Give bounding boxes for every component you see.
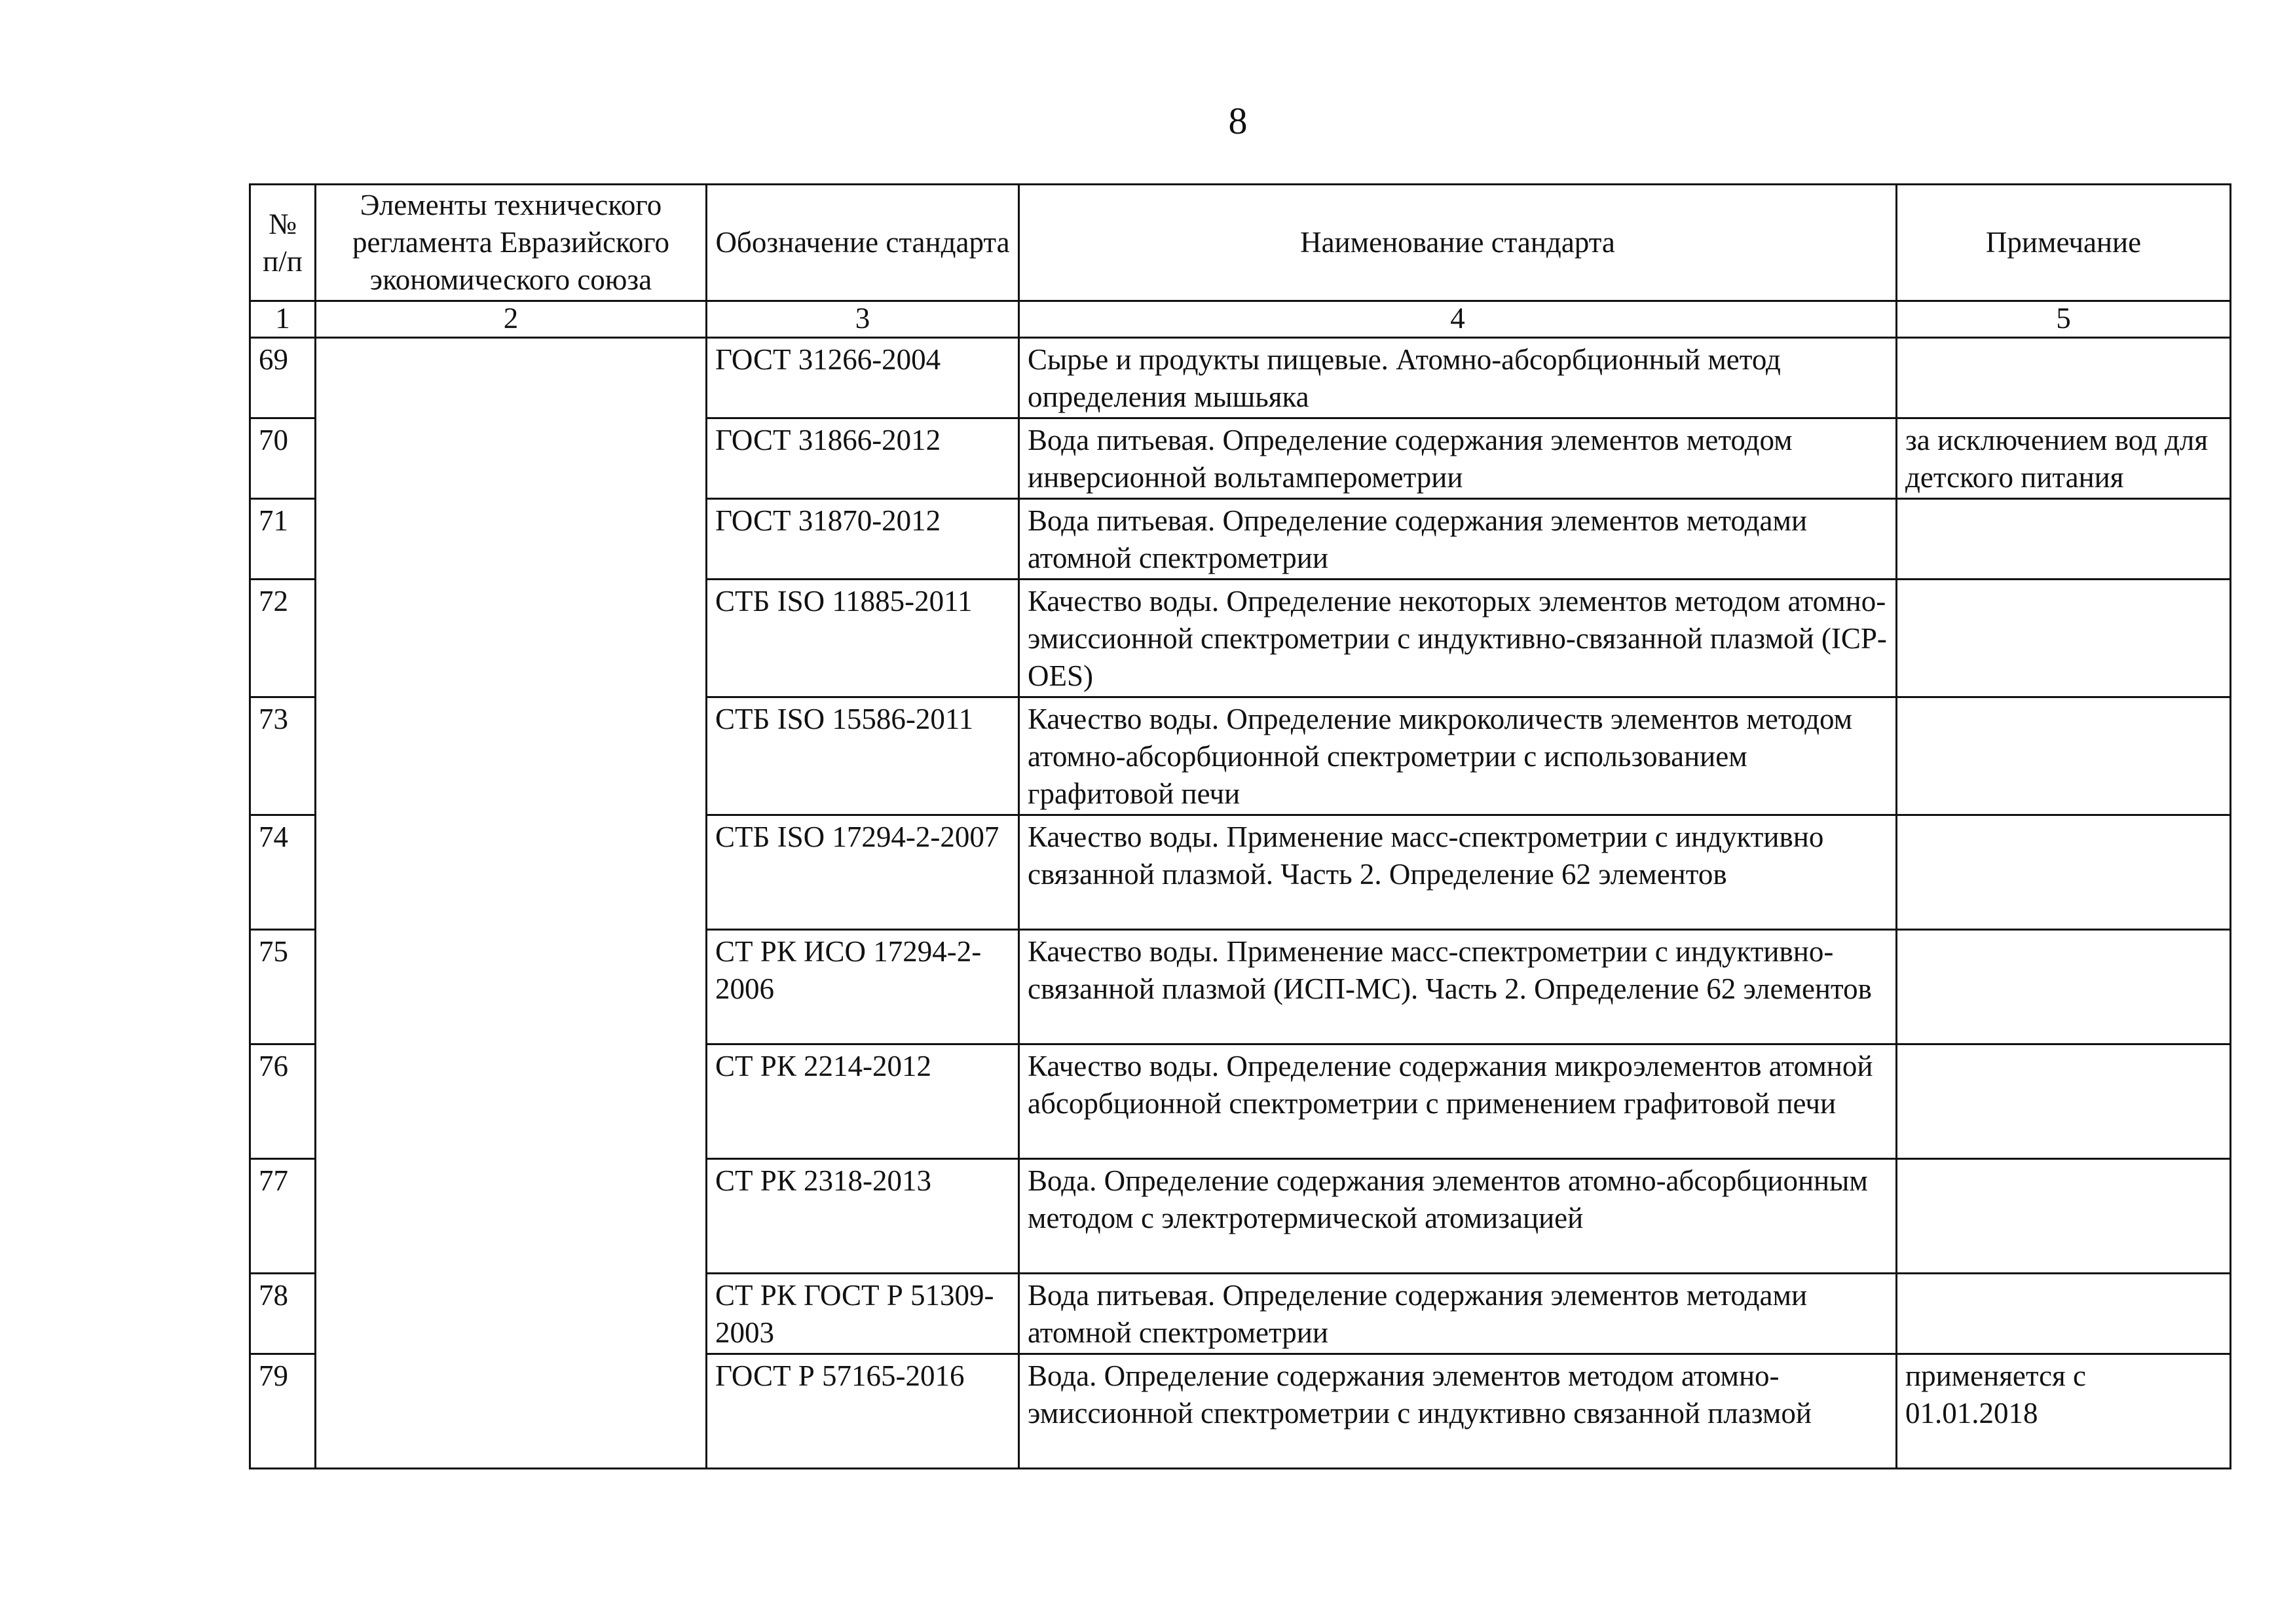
standard-name: Качество воды. Определение микроколичеств элементов методом атомно-абсорбционной спектрометрии с использованием графитовой печи xyxy=(1019,697,1897,815)
standard-name: Качество воды. Применение масс-спектрометрии с индуктивно связанной плазмой. Часть 2. Определение 62 элементов xyxy=(1019,815,1897,930)
column-number-row xyxy=(250,301,2231,338)
standard-designation: СТБ ISO 17294-2-2007 xyxy=(707,815,1019,930)
row-number: 78 xyxy=(250,1274,316,1354)
standard-designation: СТ РК 2214-2012 xyxy=(707,1044,1019,1159)
row-number: 73 xyxy=(250,697,316,815)
column-number: 5 xyxy=(1897,301,2231,338)
standard-name: Вода питьевая. Определение содержания элементов методами атомной спектрометрии xyxy=(1019,499,1897,580)
standard-note xyxy=(1897,815,2231,930)
standard-name: Вода. Определение содержания элементов методом атомно-эмиссионной спектрометрии с индуктивно связанной плазмой xyxy=(1019,1354,1897,1469)
table-header-row xyxy=(250,185,2231,301)
standards-table xyxy=(249,183,2231,1469)
standard-name: Сырье и продукты пищевые. Атомно-абсорбционный метод определения мышьяка xyxy=(1019,338,1897,418)
row-number: 77 xyxy=(250,1159,316,1274)
row-number: 69 xyxy=(250,338,316,418)
header-number: № п/п xyxy=(250,185,316,301)
standard-designation: СТ РК ИСО 17294-2-2006 xyxy=(707,930,1019,1044)
standard-name: Качество воды. Определение содержания микроэлементов атомной абсорбционной спектрометрии с применением графитовой печи xyxy=(1019,1044,1897,1159)
table-row xyxy=(250,338,2231,418)
header-designation: Обозначение стандарта xyxy=(707,185,1019,301)
row-number: 74 xyxy=(250,815,316,930)
standard-note xyxy=(1897,930,2231,1044)
standard-designation: СТ РК 2318-2013 xyxy=(707,1159,1019,1274)
standard-note xyxy=(1897,1044,2231,1159)
row-number: 71 xyxy=(250,499,316,580)
header-note: Примечание xyxy=(1897,185,2231,301)
standard-designation: СТ РК ГОСТ Р 51309-2003 xyxy=(707,1274,1019,1354)
standard-note xyxy=(1897,580,2231,697)
element-cell xyxy=(316,338,707,1469)
standard-name: Вода питьевая. Определение содержания элементов методом инверсионной вольтамперометрии xyxy=(1019,418,1897,499)
header-standard-name: Наименование стандарта xyxy=(1019,185,1897,301)
column-number: 2 xyxy=(316,301,707,338)
column-number: 4 xyxy=(1019,301,1897,338)
table-body xyxy=(250,338,2231,1469)
row-number: 72 xyxy=(250,580,316,697)
row-number: 76 xyxy=(250,1044,316,1159)
standard-note xyxy=(1897,1274,2231,1354)
row-number: 79 xyxy=(250,1354,316,1469)
standard-designation: ГОСТ Р 57165-2016 xyxy=(707,1354,1019,1469)
standard-note xyxy=(1897,697,2231,815)
standard-note xyxy=(1897,338,2231,418)
standard-designation: СТБ ISO 15586-2011 xyxy=(707,697,1019,815)
standard-note xyxy=(1897,499,2231,580)
standard-designation: СТБ ISO 11885-2011 xyxy=(707,580,1019,697)
standard-name: Качество воды. Применение масс-спектрометрии с индуктивно-связанной плазмой (ИСП-МС). Часть 2. Определение 62 элементов xyxy=(1019,930,1897,1044)
header-element: Элементы технического регламента Евразийского экономического союза xyxy=(316,185,707,301)
standard-note xyxy=(1897,1159,2231,1274)
standard-note: за исключением вод для детского питания xyxy=(1897,418,2231,499)
standard-note: применяется с 01.01.2018 xyxy=(1897,1354,2231,1469)
column-number: 3 xyxy=(707,301,1019,338)
standard-name: Качество воды. Определение некоторых элементов методом атомно-эмиссионной спектрометрии с индуктивно-связанной плазмой (ICP-OES) xyxy=(1019,580,1897,697)
row-number: 70 xyxy=(250,418,316,499)
standard-name: Вода питьевая. Определение содержания элементов методами атомной спектрометрии xyxy=(1019,1274,1897,1354)
standard-designation: ГОСТ 31866-2012 xyxy=(707,418,1019,499)
standard-designation: ГОСТ 31870-2012 xyxy=(707,499,1019,580)
row-number: 75 xyxy=(250,930,316,1044)
page-number: 8 xyxy=(1228,100,1248,142)
standard-name: Вода. Определение содержания элементов атомно-абсорбционным методом с электротермической атомизацией xyxy=(1019,1159,1897,1274)
column-number: 1 xyxy=(250,301,316,338)
standard-designation: ГОСТ 31266-2004 xyxy=(707,338,1019,418)
